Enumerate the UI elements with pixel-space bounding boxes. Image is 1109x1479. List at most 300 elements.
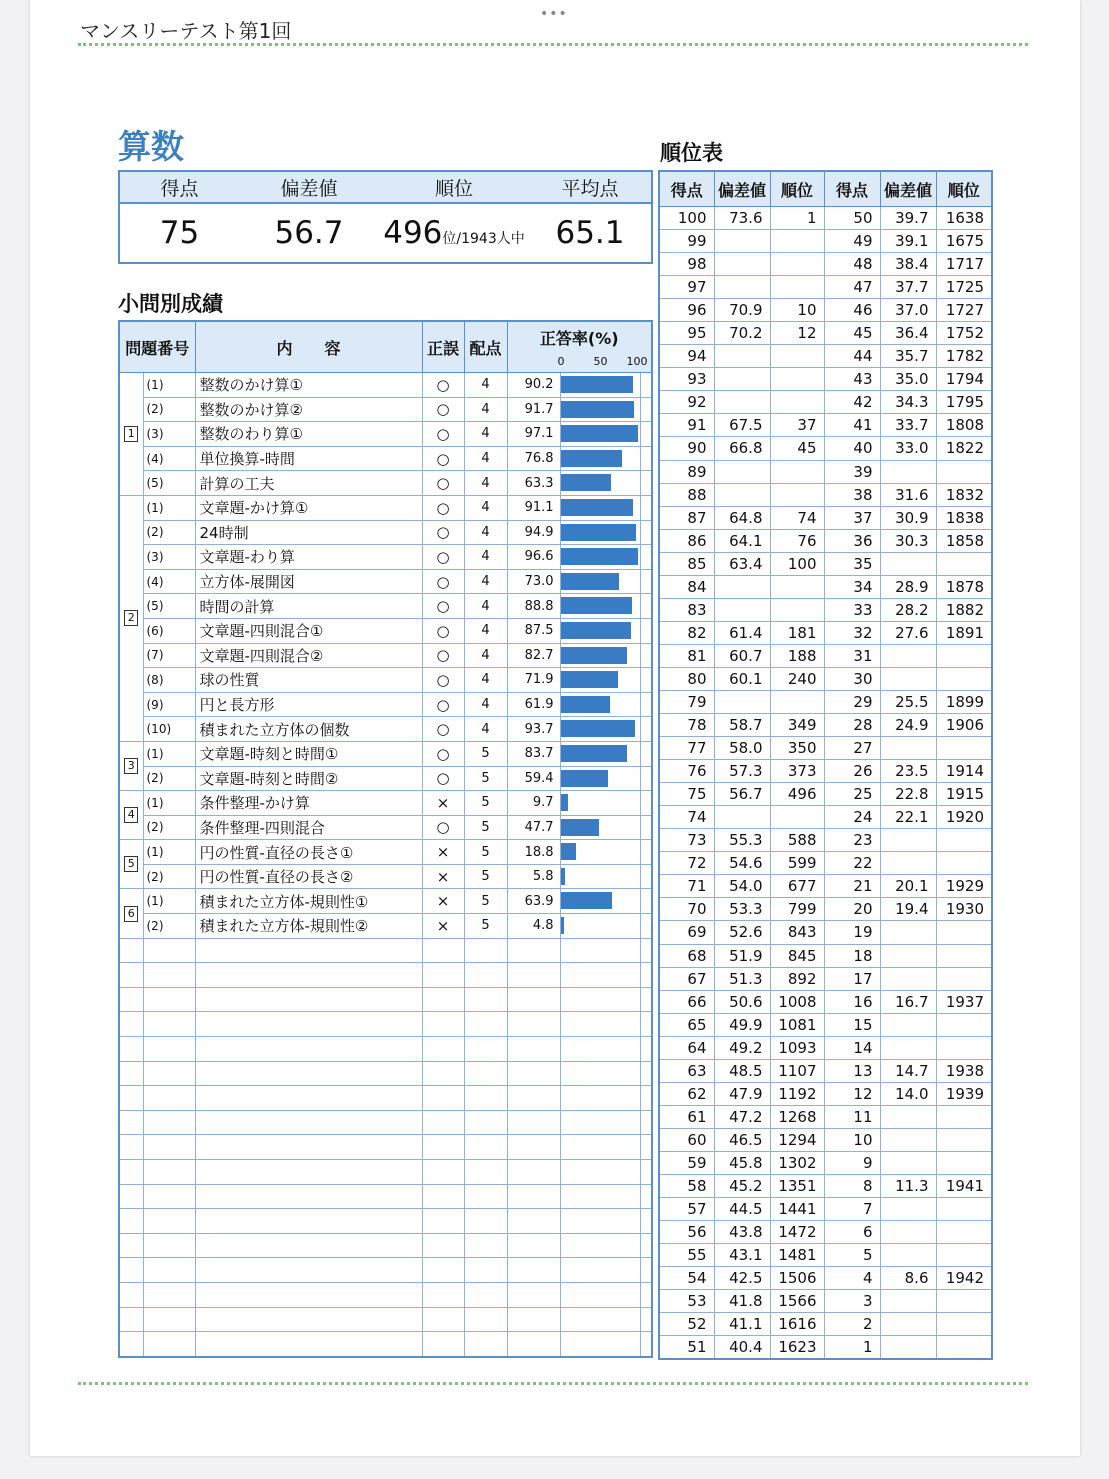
rank-score: 89 [659, 460, 714, 483]
empty-cell [640, 1110, 652, 1135]
empty-cell [119, 1209, 143, 1234]
empty-cell [640, 1282, 652, 1307]
rank-score: 35 [824, 552, 880, 575]
item-row [119, 914, 652, 939]
item-rate-bar-cell [560, 594, 640, 619]
item-spacer [640, 643, 652, 668]
rank-position [770, 345, 824, 368]
empty-cell [560, 1061, 640, 1086]
rank-deviation [880, 667, 936, 690]
item-correct-mark: ○ [422, 643, 464, 668]
empty-cell [143, 1233, 195, 1258]
empty-cell [464, 1209, 507, 1234]
rank-position: 1268 [770, 1105, 824, 1128]
item-sub-number: (2) [143, 914, 195, 939]
item-points: 4 [464, 692, 507, 717]
item-rate-bar [561, 745, 628, 762]
rank-score: 6 [824, 1221, 880, 1244]
rank-deviation [714, 483, 770, 506]
item-rate-bar [561, 597, 632, 614]
empty-cell [560, 1135, 640, 1160]
empty-cell [507, 1135, 560, 1160]
item-spacer [640, 618, 652, 643]
rank-score: 62 [659, 1082, 714, 1105]
rank-deviation [714, 230, 770, 253]
ranking-section-title: 順位表 [660, 141, 723, 165]
rank-score: 16 [824, 990, 880, 1013]
summary-header-score: 得点 [119, 171, 239, 203]
rank-score: 42 [824, 391, 880, 414]
empty-row [119, 1282, 652, 1307]
rank-deviation: 64.1 [714, 529, 770, 552]
ranking-row [659, 783, 992, 806]
empty-cell [143, 963, 195, 988]
rank-deviation: 22.1 [880, 806, 936, 829]
empty-cell [195, 1209, 422, 1234]
ranking-row [659, 852, 992, 875]
rank-position: 74 [770, 506, 824, 529]
item-rate-bar [561, 376, 633, 393]
empty-cell [195, 1184, 422, 1209]
item-rate-bar [561, 622, 631, 639]
rank-position: 1915 [936, 783, 992, 806]
item-row [119, 668, 652, 693]
item-rate-bar-cell [560, 545, 640, 570]
empty-cell [464, 1233, 507, 1258]
item-rate: 63.9 [507, 889, 560, 914]
rank-position [770, 230, 824, 253]
rank-score: 74 [659, 806, 714, 829]
rank-deviation: 51.9 [714, 944, 770, 967]
empty-cell [143, 1135, 195, 1160]
rank-deviation: 16.7 [880, 990, 936, 1013]
top-divider [78, 43, 1028, 46]
item-spacer [640, 840, 652, 865]
empty-cell [422, 1332, 464, 1357]
items-section-title: 小問別成績 [118, 292, 223, 316]
rank-position [936, 737, 992, 760]
rank-deviation [880, 460, 936, 483]
ranking-row [659, 1221, 992, 1244]
item-spacer [640, 741, 652, 766]
item-rate-bar [561, 720, 636, 737]
rank-position: 1717 [936, 253, 992, 276]
rank-deviation [880, 644, 936, 667]
empty-cell [464, 1282, 507, 1307]
rank-position [936, 944, 992, 967]
rank-deviation: 23.5 [880, 760, 936, 783]
empty-cell [143, 987, 195, 1012]
empty-cell [507, 1012, 560, 1037]
item-spacer [640, 815, 652, 840]
empty-cell [507, 1209, 560, 1234]
rank-deviation: 57.3 [714, 760, 770, 783]
rank-header-score-2: 得点 [824, 171, 880, 207]
rank-deviation [880, 1036, 936, 1059]
rank-deviation [880, 1313, 936, 1336]
rank-score: 39 [824, 460, 880, 483]
group-cell [119, 741, 143, 790]
item-spacer [640, 914, 652, 939]
rank-deviation: 51.3 [714, 967, 770, 990]
rank-position: 1623 [770, 1336, 824, 1360]
empty-cell [422, 1233, 464, 1258]
ranking-row [659, 207, 992, 230]
item-points: 5 [464, 840, 507, 865]
item-points: 4 [464, 569, 507, 594]
rank-position: 349 [770, 714, 824, 737]
ranking-row [659, 1174, 992, 1197]
rank-position: 181 [770, 621, 824, 644]
rank-position [936, 967, 992, 990]
rank-position [936, 1290, 992, 1313]
rank-position: 1937 [936, 990, 992, 1013]
empty-cell [422, 1282, 464, 1307]
ranking-row [659, 737, 992, 760]
rank-position [936, 1036, 992, 1059]
item-row [119, 446, 652, 471]
empty-cell [143, 1307, 195, 1332]
empty-cell [195, 987, 422, 1012]
item-sub-number: (6) [143, 618, 195, 643]
rank-deviation: 14.0 [880, 1082, 936, 1105]
rank-position: 240 [770, 667, 824, 690]
item-sub-number: (3) [143, 545, 195, 570]
empty-row [119, 1037, 652, 1062]
ranking-row [659, 1013, 992, 1036]
rank-deviation: 37.7 [880, 276, 936, 299]
header-content: 内 容 [195, 321, 422, 373]
ranking-row [659, 644, 992, 667]
item-sub-number: (9) [143, 692, 195, 717]
rank-score: 19 [824, 921, 880, 944]
empty-cell [195, 1160, 422, 1185]
item-rate-bar-cell [560, 397, 640, 422]
item-rate-bar-cell [560, 569, 640, 594]
item-spacer [640, 692, 652, 717]
rank-position: 1858 [936, 529, 992, 552]
ranking-row [659, 598, 992, 621]
empty-cell [464, 1160, 507, 1185]
item-rate: 82.7 [507, 643, 560, 668]
rank-score: 23 [824, 829, 880, 852]
group-label: 3 [124, 758, 138, 774]
empty-cell [464, 1086, 507, 1111]
item-rate-bar-cell [560, 668, 640, 693]
item-rate-bar [561, 524, 637, 541]
rank-score: 56 [659, 1221, 714, 1244]
item-rate-bar [561, 450, 622, 467]
item-content: 24時制 [195, 520, 422, 545]
empty-cell [507, 1258, 560, 1283]
empty-cell [143, 1258, 195, 1283]
item-rate-bar [561, 573, 619, 590]
rank-deviation: 31.6 [880, 483, 936, 506]
rank-score: 49 [824, 230, 880, 253]
rank-score: 4 [824, 1267, 880, 1290]
item-rate-bar [561, 474, 612, 491]
item-rate-bar [561, 843, 576, 860]
rank-deviation: 11.3 [880, 1174, 936, 1197]
item-points: 5 [464, 791, 507, 816]
rank-score: 66 [659, 990, 714, 1013]
ranking-row [659, 322, 992, 345]
item-row [119, 545, 652, 570]
rank-deviation: 70.2 [714, 322, 770, 345]
empty-cell [143, 1110, 195, 1135]
empty-cell [640, 938, 652, 963]
item-points: 5 [464, 889, 507, 914]
more-options-icon[interactable]: ••• [540, 6, 568, 22]
rank-score: 80 [659, 667, 714, 690]
empty-cell [640, 1258, 652, 1283]
ranking-row [659, 967, 992, 990]
rank-score: 53 [659, 1290, 714, 1313]
rank-position: 1192 [770, 1082, 824, 1105]
rank-position: 1929 [936, 875, 992, 898]
rank-deviation: 61.4 [714, 621, 770, 644]
item-sub-number: (1) [143, 791, 195, 816]
item-spacer [640, 889, 652, 914]
rank-deviation: 35.7 [880, 345, 936, 368]
empty-cell [560, 1037, 640, 1062]
header-problem-number: 問題番号 [119, 321, 195, 373]
ranking-row [659, 806, 992, 829]
item-rate-bar-cell [560, 741, 640, 766]
empty-cell [640, 1184, 652, 1209]
rank-score: 3 [824, 1290, 880, 1313]
item-content: 条件整理-四則混合 [195, 815, 422, 840]
rank-position: 76 [770, 529, 824, 552]
empty-cell [195, 1086, 422, 1111]
rank-deviation: 41.1 [714, 1313, 770, 1336]
rank-position: 892 [770, 967, 824, 990]
ranking-row [659, 1313, 992, 1336]
rank-score: 70 [659, 898, 714, 921]
rank-position: 1794 [936, 368, 992, 391]
rank-score: 31 [824, 644, 880, 667]
rank-score: 63 [659, 1059, 714, 1082]
item-points: 5 [464, 815, 507, 840]
item-rate: 76.8 [507, 446, 560, 471]
rank-score: 46 [824, 299, 880, 322]
rank-suffix: 位/1943人中 [442, 231, 525, 247]
rank-position: 1941 [936, 1174, 992, 1197]
item-row [119, 815, 652, 840]
rank-deviation [880, 552, 936, 575]
rank-deviation: 39.7 [880, 207, 936, 230]
summary-table [118, 170, 653, 264]
empty-cell [507, 1110, 560, 1135]
item-row [119, 643, 652, 668]
bottom-divider [78, 1382, 1028, 1385]
item-spacer [640, 717, 652, 742]
item-rate-bar [561, 794, 569, 811]
ranking-row [659, 1198, 992, 1221]
empty-cell [119, 1135, 143, 1160]
item-content: 文章題-時刻と時間① [195, 741, 422, 766]
rank-score: 79 [659, 690, 714, 713]
item-spacer [640, 594, 652, 619]
item-rate-bar [561, 917, 565, 934]
item-content: 円の性質-直径の長さ① [195, 840, 422, 865]
item-points: 4 [464, 643, 507, 668]
rank-score: 76 [659, 760, 714, 783]
rank-deviation: 28.9 [880, 575, 936, 598]
rank-score: 94 [659, 345, 714, 368]
ranking-row [659, 990, 992, 1013]
empty-cell [640, 1233, 652, 1258]
rank-deviation [880, 1198, 936, 1221]
rank-score: 28 [824, 714, 880, 737]
rank-position: 1891 [936, 621, 992, 644]
rank-score: 50 [824, 207, 880, 230]
rank-position: 1481 [770, 1244, 824, 1267]
empty-cell [119, 1037, 143, 1062]
rank-position: 588 [770, 829, 824, 852]
item-row [119, 840, 652, 865]
rank-score: 12 [824, 1082, 880, 1105]
item-row [119, 471, 652, 496]
summary-header-rank: 順位 [379, 171, 529, 203]
item-rate: 94.9 [507, 520, 560, 545]
item-rate: 96.6 [507, 545, 560, 570]
item-correct-mark: ○ [422, 815, 464, 840]
rank-position [936, 1105, 992, 1128]
empty-cell [560, 938, 640, 963]
group-label: 6 [124, 906, 138, 922]
rank-deviation: 30.9 [880, 506, 936, 529]
rank-deviation [714, 345, 770, 368]
item-rate: 90.2 [507, 373, 560, 398]
rank-deviation [714, 598, 770, 621]
rank-score: 75 [659, 783, 714, 806]
item-row [119, 766, 652, 791]
rank-score: 40 [824, 437, 880, 460]
rank-score: 8 [824, 1174, 880, 1197]
empty-cell [119, 1282, 143, 1307]
rank-score: 2 [824, 1313, 880, 1336]
empty-cell [143, 1012, 195, 1037]
item-rate-bar [561, 770, 609, 787]
ranking-row [659, 1036, 992, 1059]
empty-cell [507, 938, 560, 963]
empty-cell [119, 1110, 143, 1135]
item-spacer [640, 422, 652, 447]
rank-deviation: 27.6 [880, 621, 936, 644]
rank-score: 96 [659, 299, 714, 322]
item-correct-mark: ○ [422, 422, 464, 447]
item-rate-bar-cell [560, 495, 640, 520]
item-correct-mark: ○ [422, 668, 464, 693]
rank-deviation: 36.4 [880, 322, 936, 345]
item-content: 整数のかけ算② [195, 397, 422, 422]
rank-deviation [714, 806, 770, 829]
rank-deviation: 50.6 [714, 990, 770, 1013]
rank-deviation: 33.7 [880, 414, 936, 437]
rate-header-label: 正答率(%) [539, 329, 619, 348]
empty-cell [143, 1282, 195, 1307]
item-rate-bar-cell [560, 422, 640, 447]
rank-position: 10 [770, 299, 824, 322]
item-rate-bar-cell [560, 717, 640, 742]
rank-score: 73 [659, 829, 714, 852]
item-rate-bar [561, 671, 619, 688]
rank-score: 43 [824, 368, 880, 391]
item-points: 4 [464, 422, 507, 447]
ranking-row [659, 230, 992, 253]
rank-position: 1302 [770, 1151, 824, 1174]
item-spacer [640, 446, 652, 471]
rank-score: 72 [659, 852, 714, 875]
ranking-row [659, 552, 992, 575]
document-title: マンスリーテスト第1回 [80, 19, 292, 43]
item-points: 4 [464, 520, 507, 545]
rank-score: 37 [824, 506, 880, 529]
item-rate-bar-cell [560, 864, 640, 889]
item-rate: 91.7 [507, 397, 560, 422]
item-spacer [640, 864, 652, 889]
item-points: 4 [464, 545, 507, 570]
rank-deviation [880, 1013, 936, 1036]
summary-header-average: 平均点 [529, 171, 652, 203]
ranking-row [659, 1267, 992, 1290]
rank-score: 30 [824, 667, 880, 690]
item-sub-number: (1) [143, 495, 195, 520]
empty-row [119, 938, 652, 963]
empty-cell [195, 1332, 422, 1357]
rank-position: 1878 [936, 575, 992, 598]
header-correct: 正誤 [422, 321, 464, 373]
rank-score: 71 [659, 875, 714, 898]
item-correct-mark: ○ [422, 495, 464, 520]
rank-position: 350 [770, 737, 824, 760]
rank-score: 38 [824, 483, 880, 506]
rank-header-deviation-2: 偏差値 [880, 171, 936, 207]
rank-position [770, 460, 824, 483]
rank-score: 52 [659, 1313, 714, 1336]
item-rate: 71.9 [507, 668, 560, 693]
rank-score: 68 [659, 944, 714, 967]
rank-score: 1 [824, 1336, 880, 1360]
empty-row [119, 987, 652, 1012]
rank-score: 87 [659, 506, 714, 529]
item-rate: 87.5 [507, 618, 560, 643]
empty-cell [422, 987, 464, 1012]
empty-cell [422, 938, 464, 963]
empty-cell [507, 963, 560, 988]
rank-score: 85 [659, 552, 714, 575]
rank-deviation: 54.6 [714, 852, 770, 875]
item-correct-mark: ○ [422, 545, 464, 570]
rank-score: 13 [824, 1059, 880, 1082]
item-sub-number: (4) [143, 446, 195, 471]
rank-position: 373 [770, 760, 824, 783]
rank-deviation: 70.9 [714, 299, 770, 322]
rank-deviation: 66.8 [714, 437, 770, 460]
item-spacer [640, 373, 652, 398]
empty-cell [422, 1209, 464, 1234]
item-rate-bar [561, 499, 634, 516]
item-sub-number: (2) [143, 766, 195, 791]
empty-cell [119, 987, 143, 1012]
item-rate-bar [561, 425, 639, 442]
ranking-row [659, 1082, 992, 1105]
scale-100: 100 [626, 355, 648, 368]
average-value: 65.1 [555, 215, 625, 251]
rank-position: 1093 [770, 1036, 824, 1059]
item-correct-mark: ○ [422, 520, 464, 545]
